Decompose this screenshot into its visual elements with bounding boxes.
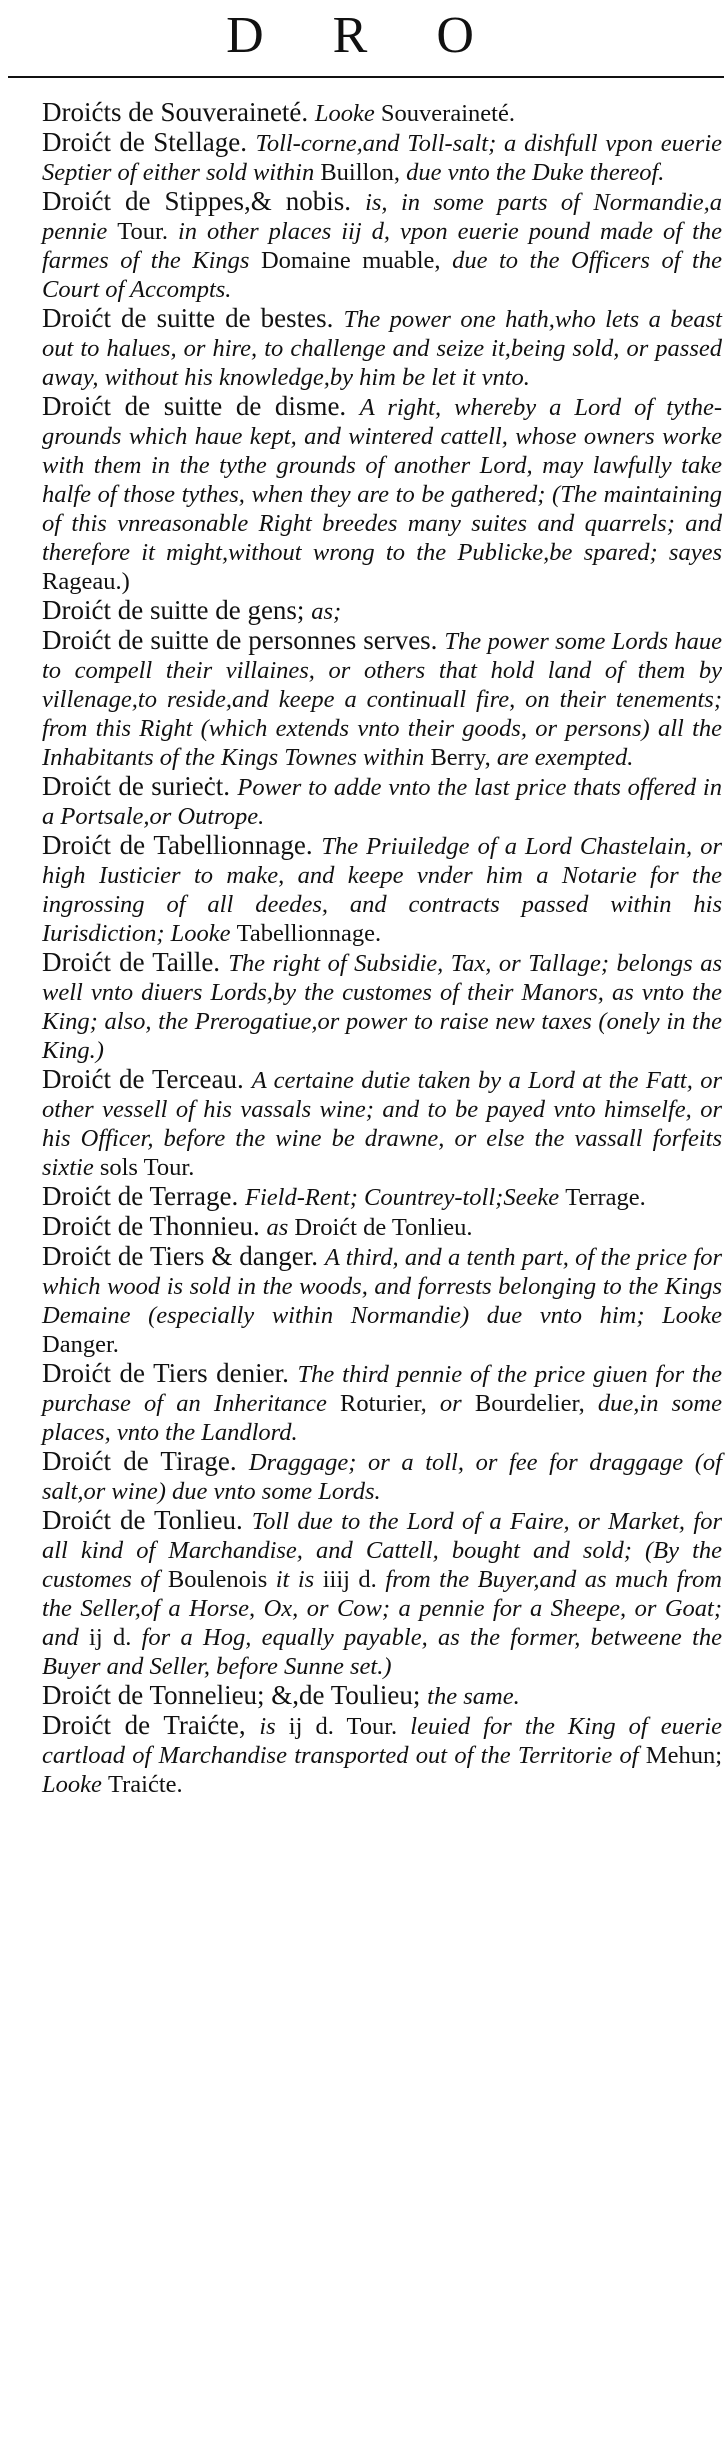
entry-text: Droićt de Tonlieu. xyxy=(294,1214,473,1241)
entry-text: Terrage. xyxy=(565,1184,646,1211)
entry-text: as; xyxy=(311,598,342,625)
entry-headword: Droićt de Stippes,& nobis. xyxy=(42,186,366,216)
entry-text: Rageau.) xyxy=(42,568,130,595)
entry-text: Buillon, xyxy=(320,159,407,186)
entry-headword: Droićt de suitte de personnes serves. xyxy=(42,625,445,655)
entry-text: Field-Rent; Countrey-toll;Seeke xyxy=(245,1184,566,1211)
dictionary-entry xyxy=(42,1447,722,1506)
entry-headword: Droićt de suitte de gens; xyxy=(42,595,312,625)
entry-headword: Droićt de Thonnieu. xyxy=(42,1211,267,1241)
dictionary-entry xyxy=(42,1212,722,1242)
entry-text: from the Buyer,and as much from the Seller,of a Horse, Ox, or Cow; a pennie for a Sheepe, or Goat; and xyxy=(42,1566,722,1651)
entry-text: is xyxy=(259,1713,289,1740)
dictionary-entry xyxy=(42,1065,722,1182)
dictionary-entry xyxy=(42,948,722,1065)
entry-text: Berry, xyxy=(430,744,497,771)
entry-headword: Droićts de Souveraineté. xyxy=(42,97,315,127)
dictionary-entry xyxy=(42,596,722,626)
dictionary-entry xyxy=(42,1506,722,1681)
entry-text: Danger. xyxy=(42,1331,119,1358)
entry-text: is, in some parts of Normandie,a pennie xyxy=(42,189,722,245)
entry-text: Tour. xyxy=(117,218,178,245)
entry-text: The power one hath,who lets a beast out to halues, or hire, to challenge and seize it,being sold, or passed away, without his knowledge,by him be let it vnto. xyxy=(42,306,722,391)
entry-headword: Droićt de Stellage. xyxy=(42,127,256,157)
entry-text: ij d. Tour. xyxy=(288,1713,411,1740)
dictionary-entry xyxy=(42,1182,722,1212)
header-rule xyxy=(8,76,724,78)
entry-text: in other places iij d, vpon euerie pound made of the farmes of the Kings xyxy=(42,218,722,274)
dictionary-entry xyxy=(42,128,722,187)
entry-headword: Droićt de Terrage. xyxy=(42,1181,246,1211)
entry-text: Toll due to the Lord of a Faire, or Market, for all kind of Marchandise, and Cattell, bought and sold; (By the customes of xyxy=(42,1508,722,1593)
entry-text: it is xyxy=(275,1566,323,1593)
dictionary-entry xyxy=(42,304,722,392)
entry-text: are exempted. xyxy=(496,744,634,771)
entry-text: Domaine muable, xyxy=(260,247,453,274)
entry-text: A right, whereby a Lord of tythe-grounds which haue kept, and wintered cattell, whose owners worke with them in the tythe grounds of another Lord, may lawfully take halfe of those tythes, when they are to be gathered; (The maintaining of this vnreasonable Right breedes many suites and quarrels; and therefore it might,without wrong to the Publicke,be spared; sayes xyxy=(42,394,722,566)
entry-text: Tabellionnage. xyxy=(236,920,382,947)
dictionary-entry xyxy=(42,98,722,128)
entry-headword: Droićt de suitte de bestes. xyxy=(42,303,344,333)
running-head: D R O xyxy=(226,7,502,64)
entry-headword: Droićt de Tonnelieu; &,de Toulieu; xyxy=(42,1680,428,1710)
dictionary-entry xyxy=(42,831,722,948)
entry-text: leuied for the King of euerie cartload of Marchandise transported out of the Territorie of xyxy=(42,1713,723,1769)
entry-text: Draggage; or a toll, or fee for draggage (of salt,or wine) due vnto some Lords. xyxy=(42,1449,722,1505)
entry-headword: Droićt de Traićte, xyxy=(42,1710,260,1740)
entry-text: The Priuiledge of a Lord Chastelain, or high Iusticier to make, and keepe vnder him a Notarie for the ingrossing of all deedes, and contracts passed within his Iurisdiction; Looke xyxy=(42,833,722,947)
entry-text: ij d. xyxy=(89,1624,142,1651)
dictionary-entry xyxy=(42,1681,722,1711)
entry-text: A third, and a tenth part, of the price for which wood is sold in the woods, and forrests belonging to the Kings Demaine (especially within Normandie) due vnto him; Looke xyxy=(42,1244,722,1329)
entry-headword: Droićt de Tiers denier. xyxy=(42,1358,298,1388)
entry-text: Power to adde vnto the last price thats offered in a Portsale,or Outrope. xyxy=(42,774,722,830)
entry-text: The power some Lords haue to compell their villaines, or others that hold land of them by villenage,to reside,and keepe a continuall fire, on their tenements; from this Right (which extends vnto their goods, or persons) all the Inhabitants of the Kings Townes within xyxy=(42,628,723,771)
entry-text: Boulenois xyxy=(167,1566,276,1593)
entry-headword: Droićt de surieċt. xyxy=(42,771,238,801)
entry-headword: Droićt de Tiers & danger. xyxy=(42,1241,325,1271)
entry-headword: Droićt de Tirage. xyxy=(42,1446,249,1476)
dictionary-entry xyxy=(42,1359,722,1447)
entry-text: due,in some places, vnto the Landlord. xyxy=(42,1390,722,1446)
entry-text: Looke xyxy=(42,1771,108,1798)
entry-text: sols Tour. xyxy=(99,1154,195,1181)
entry-text: due vnto the Duke thereof. xyxy=(406,159,665,186)
dictionary-entry xyxy=(42,772,722,831)
entry-text: for a Hog, equally payable, as the former, betweene the Buyer and Seller, before Sunne set.) xyxy=(42,1624,722,1680)
entry-text: Bourdelier, xyxy=(474,1390,598,1417)
entry-text: The right of Subsidie, Tax, or Tallage; belongs as well vnto diuers Lords,by the customes of their Manors, as vnto the King; also, the Prerogatiue,or power to raise new taxes (onely in the King.) xyxy=(42,950,722,1064)
entry-headword: Droićt de Tonlieu. xyxy=(42,1505,252,1535)
entry-headword: Droićt de Terceau. xyxy=(42,1064,252,1094)
entry-text: Souveraineté. xyxy=(380,100,515,127)
entry-headword: Droićt de suitte de disme. xyxy=(42,391,360,421)
entry-text: The third pennie of the price giuen for the purchase of an Inheritance xyxy=(42,1361,722,1417)
entry-text: Traićte. xyxy=(108,1771,183,1798)
entry-text: as xyxy=(266,1214,295,1241)
dictionary-entry xyxy=(42,1711,722,1799)
dictionary-entry xyxy=(42,187,722,304)
entry-text: A certaine dutie taken by a Lord at the Fatt, or other vessell of his vassals wine; and to be payed vnto himselfe, or his Officer, before the wine be drawne, or else the vassall forfeits sixtie xyxy=(42,1067,722,1181)
entry-headword: Droićt de Taille. xyxy=(42,947,229,977)
entry-text: Looke xyxy=(314,100,381,127)
entry-text: Toll-corne,and Toll-salt; a dishfull vpon euerie Septier of either sold within xyxy=(42,130,722,186)
dictionary-entry xyxy=(42,626,722,772)
entry-text: Roturier, xyxy=(339,1390,440,1417)
entry-text: due to the Officers of the Court of Accompts. xyxy=(42,247,722,303)
entry-text: Mehun; xyxy=(645,1742,722,1769)
entry-text: the same. xyxy=(427,1683,520,1710)
entry-list xyxy=(42,98,722,1799)
dictionary-entry xyxy=(42,1242,722,1359)
entry-text: or xyxy=(439,1390,475,1417)
entry-headword: Droićt de Tabellionnage. xyxy=(42,830,322,860)
entry-text: iiij d. xyxy=(322,1566,386,1593)
dictionary-entry xyxy=(42,392,722,596)
